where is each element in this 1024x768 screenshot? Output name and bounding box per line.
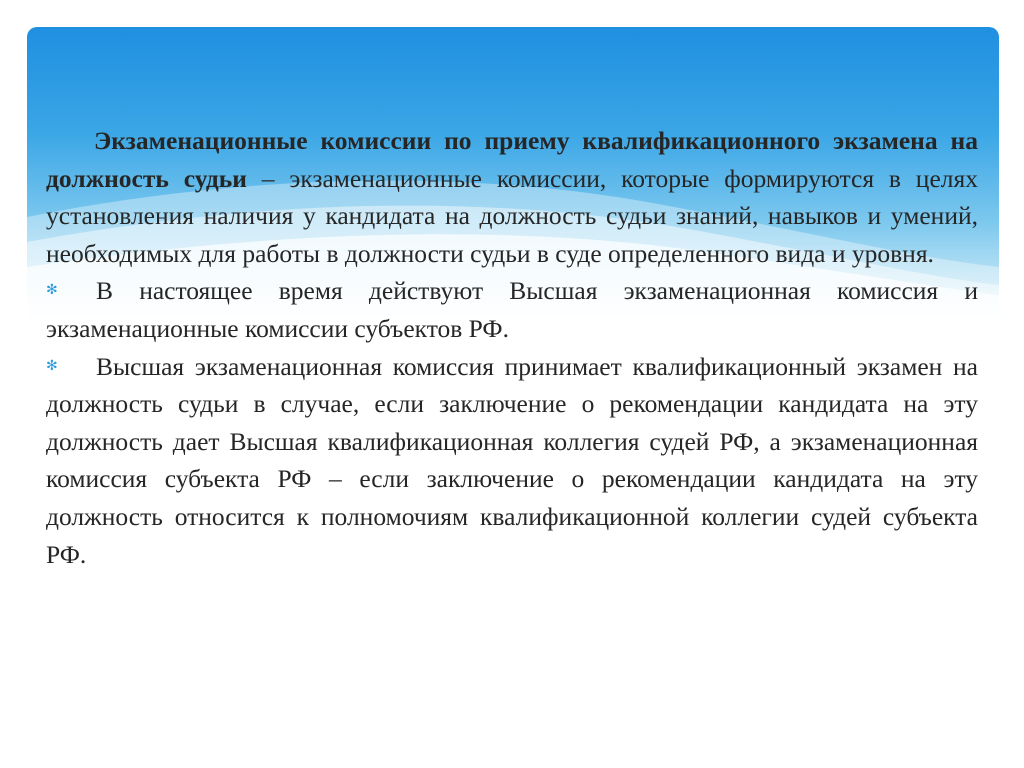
intro-bold-term: Экзаменационные комиссии по приему квалификационного экзамена на должность судьи	[46, 126, 978, 193]
intro-paragraph	[46, 122, 978, 272]
bullet-item-2	[46, 348, 978, 574]
bullet-item-1	[46, 272, 978, 347]
asterisk-icon: ✻	[46, 282, 58, 299]
asterisk-icon: ✻	[46, 357, 58, 374]
intro-definition: – экзаменационные комиссии, которые формируются в целях установления наличия у кандидата на должность судьи знаний, навыков и умений, необходимых для работы в должности судьи в суде определенного вида и уровня.	[46, 163, 978, 268]
bullet-text-2: Высшая экзаменационная комиссия принимает квалификационный экзамен на должность судьи в случае, если заключение о рекомендации кандидата на эту должность дает Высшая квалификационная коллегия судей РФ, а экзаменационная комиссия субъекта РФ – если заключение о рекомендации кандидата на эту должность относится к полномочиям квалификационной коллегии судей субъекта РФ.	[46, 351, 978, 569]
bullet-text-1: В настоящее время действуют Высшая экзаменационная комиссия и экзаменационные комиссии субъектов РФ.	[46, 276, 978, 343]
slide-text	[46, 122, 978, 573]
